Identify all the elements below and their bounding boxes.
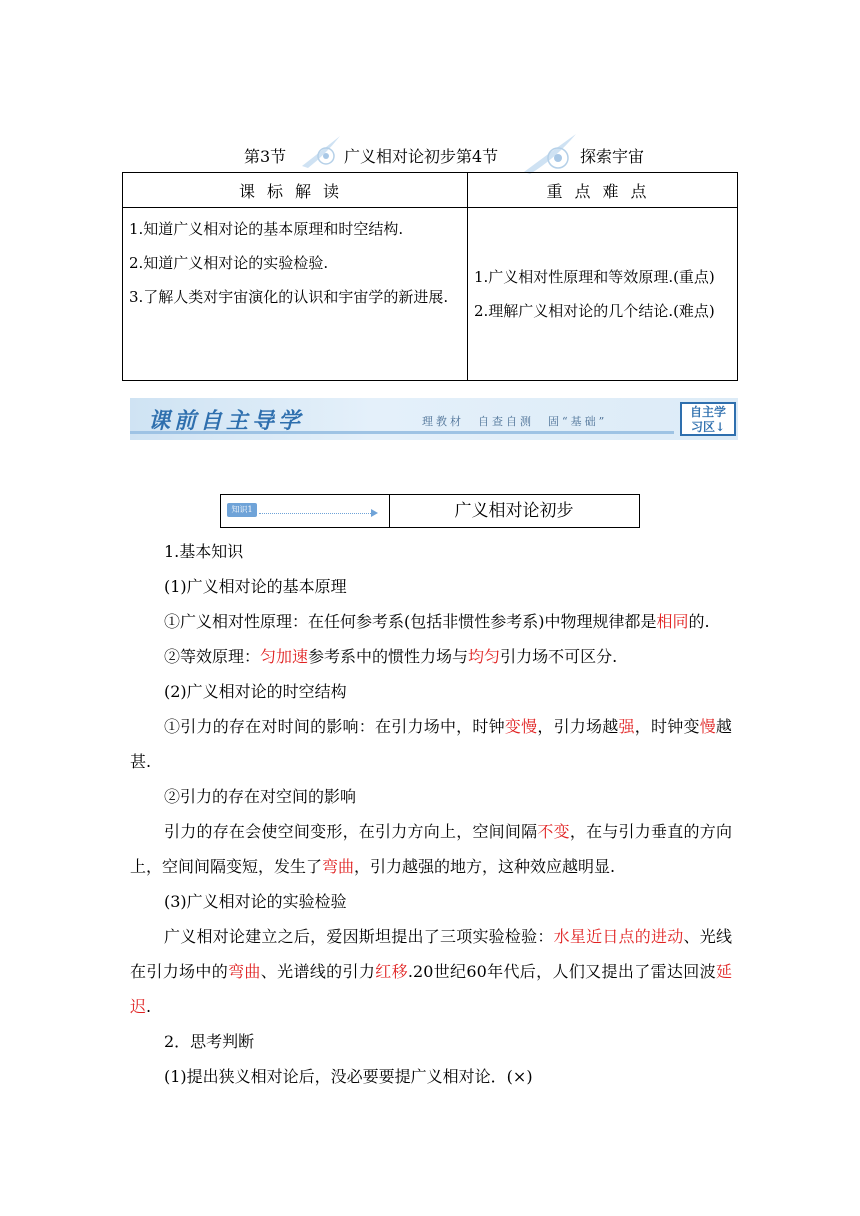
paragraph <box>130 919 732 1024</box>
answer-text: 均匀 <box>468 647 501 666</box>
judgment-question: (1)提出狭义相对论后，没必要要提广义相对论．(×) <box>164 1067 533 1086</box>
text: 引力的存在会使空间变形，在引力方向上，空间间隔 <box>164 822 538 841</box>
key-points-cell <box>468 208 738 381</box>
banner-subtitle: 理教材 自查自测 固“基础” <box>422 415 608 428</box>
section-2-title: 2．思考判断 <box>164 1032 255 1051</box>
answer-text: 延迟 <box>130 962 732 1016</box>
curriculum-line: 2.知道广义相对论的实验检验. <box>129 254 329 272</box>
text: 广义相对论建立之后，爱因斯坦提出了三项实验检验： <box>164 927 554 946</box>
dotted-line <box>259 513 371 514</box>
arrow-right-icon <box>371 509 378 517</box>
badge-line-1: 自主学 <box>689 405 726 419</box>
text: 、光线在引力场中的 <box>130 927 732 981</box>
badge-line-2: 习区↓ <box>690 420 726 434</box>
text: ①广义相对性原理：在任何参考系(包括非惯性参考系)中物理规律都是 <box>164 612 657 631</box>
key-point-line: 2.理解广义相对论的几个结论.(难点) <box>474 302 715 320</box>
text: 越甚. <box>130 717 732 771</box>
answer-text: 强 <box>618 717 635 736</box>
key-points-header: 重点难点 <box>468 173 738 208</box>
key-point-line: 1.广义相对性原理和等效原理.(重点) <box>474 268 715 286</box>
text: ①引力的存在对时间的影响：在引力场中，时钟 <box>164 717 505 736</box>
curriculum-cell <box>123 208 468 381</box>
knowledge-heading: 广义相对论初步 <box>454 501 574 521</box>
text: ，时钟变 <box>634 717 700 736</box>
answer-text: 弯曲 <box>228 962 261 981</box>
text: 的. <box>688 612 710 631</box>
knowledge-tag-cell <box>221 495 390 527</box>
text: .20世纪60年代后，人们又提出了雷达回波 <box>407 962 716 981</box>
answer-text: 弯曲 <box>322 857 355 876</box>
principle-title: (1)广义相对论的基本原理 <box>164 577 347 596</box>
section-4-title: 探索宇宙 <box>580 147 645 166</box>
text: 引力场不可区分. <box>500 647 618 666</box>
answer-text: 不变 <box>537 822 570 841</box>
answer-text: 红移 <box>375 962 408 981</box>
text: 、光谱线的引力 <box>260 962 376 981</box>
banner-title: 课前自主导学 <box>148 408 305 434</box>
answer-text: 变慢 <box>504 717 538 736</box>
section-3-title: 广义相对论初步第4节 <box>344 147 499 166</box>
answer-text: 慢 <box>699 717 716 736</box>
section-title-row <box>0 132 860 172</box>
curriculum-header: 课标解读 <box>123 173 468 208</box>
spacetime-title: (2)广义相对论的时空结构 <box>164 682 347 701</box>
comet-decoration-icon <box>300 132 348 172</box>
text: ，在与引力垂直的方向上，空间间隔变短，发生了 <box>130 822 732 876</box>
self-study-badge[interactable] <box>680 402 736 436</box>
experiment-title: (3)广义相对论的实验检验 <box>164 892 347 911</box>
section-3-label: 第3节 <box>244 147 287 166</box>
curriculum-line: 1.知道广义相对论的基本原理和时空结构. <box>129 220 404 238</box>
comet-decoration-icon <box>520 132 580 176</box>
content-body <box>130 534 732 1094</box>
pre-class-banner <box>130 398 738 440</box>
answer-text: 匀加速 <box>260 647 309 666</box>
text: 参考系中的惯性力场与 <box>308 647 469 666</box>
knowledge-tag: 知识1 <box>227 503 257 517</box>
answer-text: 水星近日点的进动 <box>553 927 684 946</box>
text: ，引力场越 <box>537 717 619 736</box>
paragraph <box>130 639 732 674</box>
objectives-table <box>122 172 738 381</box>
curriculum-line: 3.了解人类对宇宙演化的认识和宇宙学的新进展. <box>129 288 449 306</box>
answer-text: 相同 <box>656 612 689 631</box>
text: ，引力越强的地方，这种效应越明显. <box>354 857 616 876</box>
paragraph <box>130 814 732 884</box>
space-effect-title: ②引力的存在对空间的影响 <box>164 787 357 806</box>
paragraph <box>130 604 732 639</box>
knowledge-point-box <box>220 494 640 528</box>
paragraph <box>130 709 732 779</box>
text: . <box>146 997 152 1016</box>
section-1-title: 1.基本知识 <box>164 542 244 561</box>
text: ②等效原理： <box>164 647 261 666</box>
